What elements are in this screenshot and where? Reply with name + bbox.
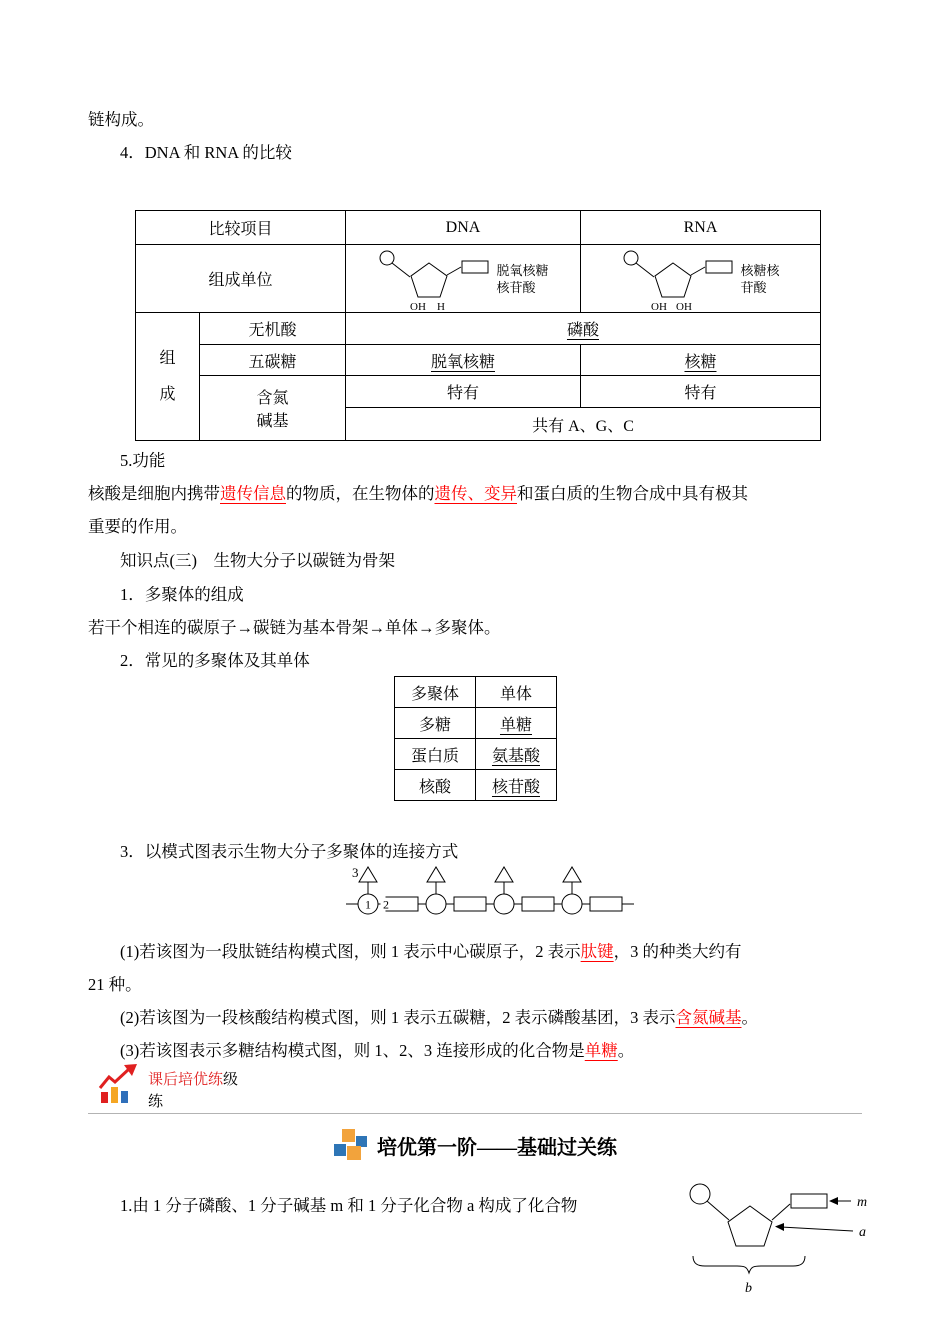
monomer-answer: 核苷酸: [491, 778, 540, 796]
pattern-q1-line1: [120, 938, 742, 962]
row-label-pentose: [200, 345, 346, 376]
heading-function: 5.功能: [120, 451, 166, 470]
monomer-answer: 单糖: [499, 716, 532, 734]
rna-oh-right: OH: [676, 300, 693, 311]
monomer-triangle-icon: [427, 867, 445, 882]
pattern-q2-line: [120, 1004, 758, 1028]
band-line1: [148, 1068, 238, 1089]
question1-text: 1.由 1 分子磷酸、1 分子碱基 m 和 1 分子化合物 a 构成了化合物: [120, 1196, 578, 1215]
inorganic-label: 无机酸: [248, 322, 297, 339]
arrow-left-icon: [775, 1223, 784, 1231]
answer-monosaccharide: 单糖: [584, 1041, 618, 1060]
row-label-unit-text: 组成单位: [208, 272, 273, 289]
base-rna-value: 特有: [684, 385, 717, 402]
th-dna: [346, 211, 581, 245]
row-label-inorganic-acid: [200, 313, 346, 345]
cell-monomer: [476, 739, 557, 770]
dna-oh-left: OH: [410, 300, 427, 311]
pentose-dna-answer: 脱氧核糖: [430, 353, 495, 371]
base-rect-icon: [462, 261, 488, 273]
monomer-triangle-icon: [359, 867, 377, 882]
diagram-label-3: 3: [352, 865, 359, 880]
diagram-label-1: 1: [365, 897, 371, 912]
base-dna-value: 特有: [446, 385, 479, 402]
q1-seg2: ，3 的种类大约有: [613, 942, 742, 961]
linker-rect-icon: [454, 897, 486, 911]
th-dna-label: DNA: [445, 218, 481, 236]
linker-rect-icon: [590, 897, 622, 911]
arrow-left-icon: [829, 1197, 838, 1205]
label-b: b: [745, 1281, 752, 1296]
horizontal-divider: [88, 1113, 862, 1114]
phosphate-circle-icon: [380, 251, 394, 265]
th-monomer-label: 单体: [499, 685, 532, 703]
diagram-label-2: 2: [383, 897, 389, 912]
base-label-line1: 含氮: [256, 390, 289, 407]
answer-nitrogen-base: 含氮碱基: [675, 1008, 742, 1027]
function-seg1: 核酸是细胞内携带: [88, 484, 220, 503]
heading-pattern-diagram: 3．以模式图表示生物大分子多聚体的连接方式: [120, 842, 459, 861]
polymer-monomer-table: [394, 676, 557, 801]
q1-seg1: (1)若该图为一段肽链结构模式图，则 1 表示中心碳原子，2 表示: [120, 942, 581, 961]
cell-monomer: [476, 708, 557, 739]
heading-knowledge-point-3: 知识点(三) 生物大分子以碳链为骨架: [120, 551, 395, 570]
monomer-circle-icon: [562, 894, 582, 914]
stage-heading-row: [0, 1128, 950, 1162]
monomer-triangle-icon: [495, 867, 513, 882]
base-shared-value: 共有 A、G、C: [532, 417, 634, 435]
row-label-nitrogen-base: [200, 376, 346, 441]
polymer-name: 蛋白质: [410, 747, 459, 765]
rna-unit-name-line2: 苷酸: [740, 279, 767, 295]
cell-base-shared: [346, 408, 821, 441]
dna-h-right: H: [437, 300, 446, 311]
pentose-rna-answer: 核糖: [684, 353, 717, 371]
dna-unit-name-line2: 核苷酸: [496, 279, 536, 295]
function-seg3: 和蛋白质的生物合成中具有极其: [517, 484, 748, 503]
base-rect-icon: [706, 261, 732, 273]
rna-nucleotide-cell: [581, 245, 821, 313]
function-paragraph-line1: [88, 480, 748, 504]
th-polymer: [395, 677, 476, 708]
dna-rna-table: [135, 210, 821, 441]
th-rna: [581, 211, 821, 245]
pentose-pentagon-icon: [411, 263, 447, 297]
th-compare-item: [136, 211, 346, 245]
th-polymer-label: 多聚体: [410, 685, 459, 703]
table-row: [395, 770, 557, 801]
q2-seg1: (2)若该图为一段核酸结构模式图，则 1 表示五碳糖，2 表示磷酸基团，3 表示: [120, 1008, 676, 1027]
phosphate-circle-icon: [624, 251, 638, 265]
stage-heading-title: 培优第一阶——基础过关练: [377, 1136, 617, 1159]
dna-nucleotide-cell: [346, 245, 581, 313]
cell-inorganic-value: [346, 313, 821, 345]
monomer-triangle-icon: [563, 867, 581, 882]
th-monomer: [476, 677, 557, 708]
pentose-label: 五碳糖: [248, 353, 297, 371]
dna-unit-name: [496, 262, 548, 296]
pattern-q3-line: [120, 1037, 634, 1061]
linker-rect-icon: [522, 897, 554, 911]
th-compare-item-label: 比较项目: [208, 221, 273, 238]
function-seg2: 的物质，在生物体的: [286, 484, 435, 503]
rna-nucleotide-diagram: [621, 247, 737, 311]
polymer-flow-line: 若干个相连的碳原子→碳链为基本骨架→单体→多聚体。: [88, 618, 501, 637]
pentose-pentagon-icon: [728, 1206, 772, 1246]
brace-icon: [693, 1256, 805, 1273]
th-rna-label: RNA: [683, 218, 718, 236]
item-common-polymers: 2．常见的多聚体及其单体: [120, 651, 310, 670]
stage-blocks-icon: [333, 1128, 369, 1162]
pattern-q1-line2: 21 种。: [88, 975, 142, 994]
dna-nucleotide-diagram: [377, 247, 493, 311]
table-row: [395, 739, 557, 770]
base-rect-icon: [791, 1194, 827, 1208]
band-red-text: 课后培优练: [148, 1072, 224, 1088]
band-black-text: 级: [223, 1072, 239, 1088]
polymer-name: 多糖: [418, 716, 451, 734]
trend-chart-icon: [96, 1062, 142, 1106]
monomer-circle-icon: [494, 894, 514, 914]
pentose-pentagon-icon: [655, 263, 691, 297]
rna-unit-name: [740, 262, 779, 296]
q2-seg2: 。: [741, 1008, 758, 1027]
row-label-unit: [136, 245, 346, 313]
monomer-circle-icon: [426, 894, 446, 914]
row-group-composition: [136, 313, 200, 441]
cell-base-rna: [581, 376, 821, 408]
label-m: m: [857, 1195, 868, 1210]
inorganic-answer: 磷酸: [566, 322, 599, 339]
cell-pentose-dna: [346, 345, 581, 376]
row-group-composition-label: 组成: [159, 349, 176, 403]
q3-seg2: 。: [617, 1041, 635, 1060]
monomer-answer: 氨基酸: [491, 747, 540, 765]
table-row: [395, 708, 557, 739]
intro-line: 链构成。: [88, 110, 154, 129]
cell-polymer: [395, 708, 476, 739]
q3-seg1: (3)若该图表示多糖结构模式图，则 1、2、3 连接形成的化合物是: [120, 1041, 585, 1060]
cell-pentose-rna: [581, 345, 821, 376]
answer-peptide-bond: 肽键: [580, 942, 614, 961]
rna-unit-name-line1: 核糖核: [740, 262, 780, 278]
rna-oh-left: OH: [651, 300, 668, 311]
cell-polymer: [395, 739, 476, 770]
base-label-line2: 碱基: [256, 413, 289, 430]
label-a: a: [859, 1225, 866, 1240]
heading-dna-rna-compare: 4．DNA 和 RNA 的比较: [120, 143, 292, 162]
polymer-chain-diagram: [338, 862, 648, 920]
cell-polymer: [395, 770, 476, 801]
polymer-name: 核酸: [418, 778, 451, 796]
dna-unit-name-line1: 脱氧核糖: [496, 262, 549, 278]
band-line2: 练: [148, 1094, 164, 1110]
item-polymer-composition: 1．多聚体的组成: [120, 585, 244, 604]
cell-monomer: [476, 770, 557, 801]
cell-base-dna: [346, 376, 581, 408]
answer-heredity-variation: 遗传、变异: [434, 484, 517, 503]
answer-genetic-info: 遗传信息: [220, 484, 286, 503]
function-paragraph-line2: 重要的作用。: [88, 517, 187, 536]
question1-nucleotide-diagram: [665, 1178, 885, 1300]
